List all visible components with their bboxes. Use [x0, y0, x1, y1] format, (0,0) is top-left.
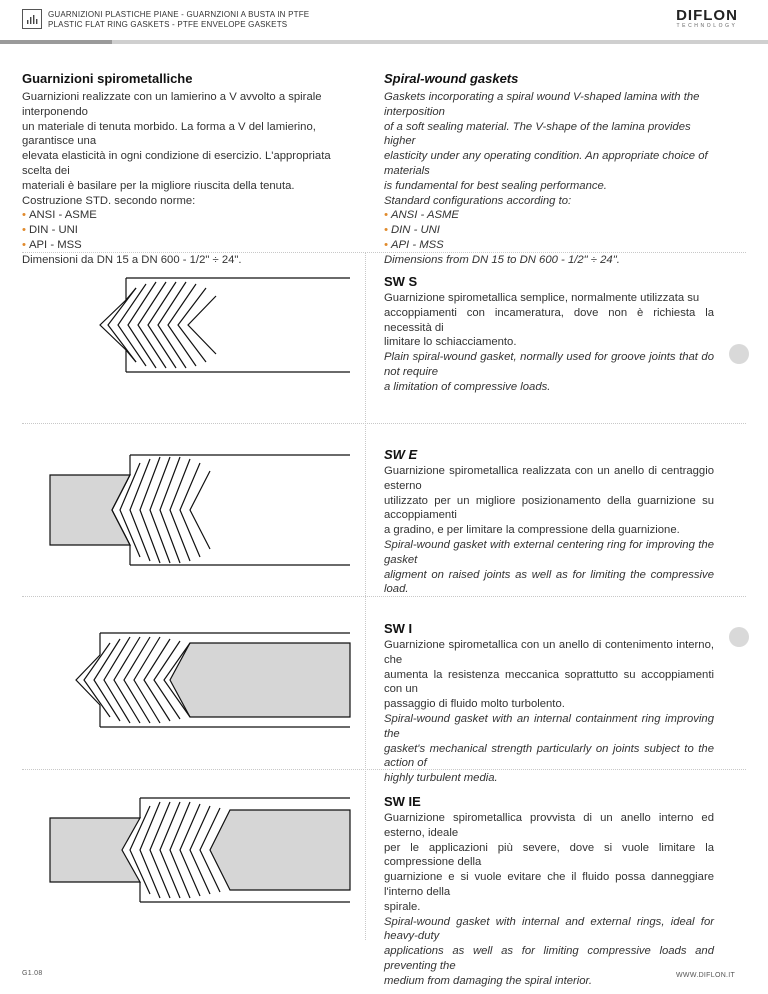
sw-i-it-line: aumenta la resistenza meccanica soprattutto su accoppiamenti con un	[384, 668, 714, 696]
intro-it-bullet: • ANSI - ASME	[22, 209, 97, 222]
sw-e-diagram	[30, 445, 360, 575]
sw-ie-it-line: spirale.	[384, 900, 421, 913]
sw-i-diagram	[70, 625, 360, 735]
intro-en-bullet: • DIN - UNI	[384, 224, 440, 237]
header-bar	[0, 40, 768, 44]
header-bar-accent	[0, 40, 112, 44]
sw-e-it-line: utilizzato per un migliore posizionamento della guarnizione su accoppiamenti	[384, 494, 714, 522]
sw-ie-en-line: Spiral-wound gasket with internal and external rings, ideal for heavy-duty	[384, 915, 714, 943]
sw-s-diagram	[90, 270, 360, 380]
bullet-icon: •	[384, 238, 388, 251]
bullet-icon: •	[22, 238, 26, 251]
sw-e-title: SW E	[384, 447, 418, 462]
sw-ie-it-line: per le applicazioni più severe, dove si vuole limitare la compressione della	[384, 841, 714, 869]
bullet-icon: •	[22, 209, 26, 222]
header-title-it: GUARNIZIONI PLASTICHE PIANE - GUARNZIONI A BUSTA IN PTFE	[48, 10, 310, 19]
logo-sub: TECHNOLOGY	[676, 23, 738, 29]
sw-s-en-line: a limitation of compressive loads.	[384, 380, 551, 393]
intro-en-line: Gaskets incorporating a spiral wound V-shaped lamina with the interposition	[384, 91, 700, 118]
intro-en-title: Spiral-wound gaskets	[384, 71, 519, 86]
website-link[interactable]: WWW.DIFLON.IT	[676, 972, 736, 979]
bullet-icon: •	[384, 224, 388, 237]
sw-i-desc	[384, 638, 714, 786]
sw-i-en-line: Spiral-wound gasket with an internal containment ring improving the	[384, 712, 714, 740]
sw-s-title: SW S	[384, 274, 418, 289]
logo-main: DIFLON	[676, 7, 738, 24]
intro-en-bullet: • API - MSS	[384, 238, 444, 251]
bullet-icon: •	[22, 224, 26, 237]
sw-ie-diagram	[30, 790, 360, 910]
sw-i-title: SW I	[384, 621, 413, 636]
header-title-en: PLASTIC FLAT RING GASKETS - PTFE ENVELOPE GASKETS	[48, 20, 288, 29]
sw-s-it-line: limitare lo schiacciamento.	[384, 336, 517, 349]
side-marker	[729, 344, 749, 364]
sw-s-it-line: accoppiamenti con incameratura, dove non è richiesta la necessità di	[384, 306, 714, 334]
intro-en-line: Standard configurations according to:	[384, 194, 572, 207]
sw-s-desc	[384, 291, 714, 395]
side-marker	[729, 627, 749, 647]
intro-en-line: Dimensions from DN 15 to DN 600 - 1/2" ÷ 24".	[384, 253, 620, 266]
intro-en-line: of a soft sealing material. The V-shape of the lamina provides higher	[384, 120, 691, 148]
separator	[22, 252, 746, 253]
sw-ie-en-line: medium from damaging the spiral interior.	[384, 974, 593, 987]
sw-ie-it-line: guarnizione e si vuole evitare che il fluido possa danneggiare l'interno della	[384, 871, 714, 898]
sw-i-it-line: Guarnizione spirometallica con un anello di contenimento interno, che	[384, 639, 714, 666]
sw-ie-it-line: Guarnizione spirometallica provvista di un anello interno ed esterno, ideale	[384, 812, 714, 839]
sw-ie-desc	[384, 811, 714, 989]
separator	[22, 423, 746, 424]
intro-en-bullet: • ANSI - ASME	[384, 209, 459, 222]
sw-s-en-line: Plain spiral-wound gasket, normally used for groove joints that do not require	[384, 351, 714, 378]
sw-i-en-line: highly turbulent media.	[384, 772, 498, 785]
intro-it-line: un materiale di tenuta morbido. La forma a V del lamierino, garantisce una	[22, 120, 316, 148]
intro-en-body	[384, 90, 714, 268]
intro-it-bullet: • DIN - UNI	[22, 224, 78, 237]
sw-s-it-line: Guarnizione spirometallica semplice, normalmente utilizzata su	[384, 292, 700, 304]
intro-en-line: elasticity under any operating condition. An appropriate choice of materials	[384, 150, 708, 177]
sw-e-en-line: aligment on raised joints as well as for limiting the compressive load.	[384, 568, 714, 596]
intro-it-line: Guarnizioni realizzate con un lamierino a V avvolto a spirale interponendo	[22, 91, 322, 118]
intro-it-line: materiali è basilare per la migliore riuscita della tenuta.	[22, 179, 295, 192]
intro-en	[384, 71, 714, 268]
chart-icon	[22, 9, 42, 29]
intro-it-line: elevata elasticità in ogni condizione di esercizio. L'appropriata scelta dei	[22, 150, 331, 177]
bullet-icon: •	[384, 209, 388, 222]
diflon-logo	[670, 7, 744, 29]
sw-e-it-line: a gradino, e per limitare la compressione della guarnizione.	[384, 524, 680, 537]
sw-e-en-line: Spiral-wound gasket with external centering ring for improving the gasket	[384, 538, 714, 566]
sw-e-desc	[384, 464, 714, 597]
sw-ie-en-line: applications as well as for limiting compressive loads and preventing the	[384, 945, 714, 972]
intro-it-title: Guarnizioni spirometalliche	[22, 71, 193, 86]
intro-it-body	[22, 90, 352, 268]
intro-it-bullet: • API - MSS	[22, 238, 82, 251]
intro-it	[22, 71, 352, 268]
sw-i-it-line: passaggio di fluido molto turbolento.	[384, 698, 565, 711]
sw-i-en-line: gasket's mechanical strength particularly on joints subject to the action of	[384, 742, 714, 770]
sw-ie-title: SW IE	[384, 794, 421, 809]
intro-it-line: Costruzione STD. secondo norme:	[22, 194, 196, 207]
intro-en-line: is fundamental for best sealing performance.	[384, 179, 607, 192]
page-number: G1.08	[22, 970, 43, 977]
column-divider	[365, 252, 366, 940]
sw-e-it-line: Guarnizione spirometallica realizzata con un anello di centraggio esterno	[384, 465, 714, 492]
intro-it-line: Dimensioni da DN 15 a DN 600 - 1/2" ÷ 24".	[22, 253, 242, 266]
